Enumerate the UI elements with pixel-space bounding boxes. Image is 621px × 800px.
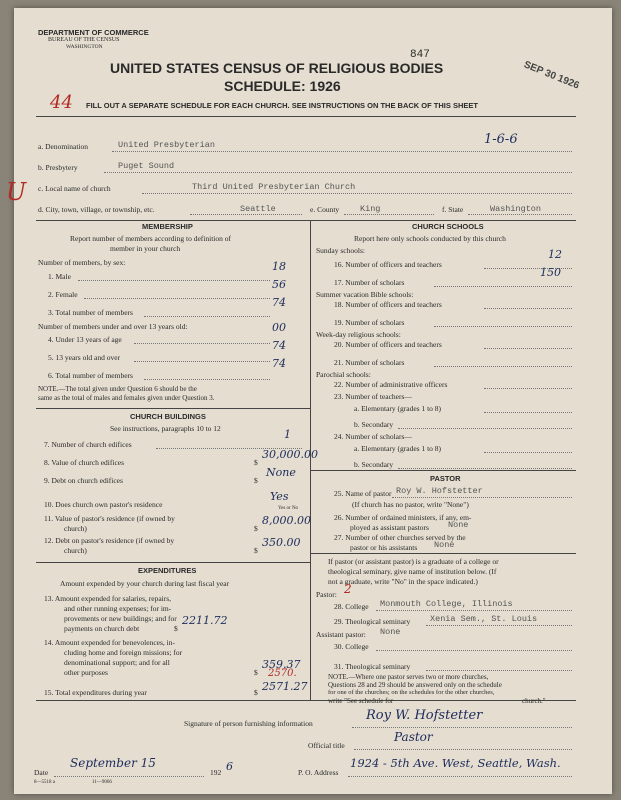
q2-female-value: 56 bbox=[272, 278, 286, 291]
yes-no-hint: Yes or No bbox=[278, 506, 299, 511]
q28-value: Monmouth College, Illinois bbox=[380, 599, 513, 609]
q30-label: 30. College bbox=[334, 642, 369, 651]
presbytery-value: Puget Sound bbox=[118, 161, 175, 171]
date-value: September 15 bbox=[70, 756, 156, 770]
q9-label: 9. Debt on church edifices bbox=[44, 476, 123, 485]
q4-under13-value: 00 bbox=[272, 321, 286, 334]
city-field-value: Seattle bbox=[240, 204, 276, 214]
q25-label: 25. Name of pastor bbox=[334, 489, 392, 498]
church-name-value: Third United Presbyterian Church bbox=[192, 182, 356, 192]
schools-intro: Report here only schools conducted by this church bbox=[354, 234, 506, 243]
q10-value: Yes bbox=[270, 490, 289, 503]
header-rule bbox=[36, 116, 576, 117]
q5-over13-label: 5. 13 years old and over bbox=[48, 353, 121, 362]
q6-total-value: 74 bbox=[272, 357, 286, 370]
q13-dollar: $ bbox=[174, 624, 178, 633]
print-code: 8—5518 a bbox=[34, 780, 55, 785]
q4-under13-label: 4. Under 13 years of age bbox=[48, 335, 122, 344]
date-label: Date bbox=[34, 768, 49, 777]
membership-heading: MEMBERSHIP bbox=[142, 222, 193, 231]
q8-value: 30,000.00 bbox=[262, 448, 318, 461]
q26-label-b: ployed as assistant pastors bbox=[350, 523, 429, 532]
state-label: f. State bbox=[442, 205, 464, 214]
pastor-note-4: write "See schedule for bbox=[328, 697, 394, 705]
red-tally-mark: 44 bbox=[50, 92, 73, 113]
q25-note: (If church has no pastor, write "None") bbox=[352, 500, 469, 509]
presbytery-label: b. Presbytery bbox=[38, 163, 78, 172]
church-name-label: c. Local name of church bbox=[38, 184, 111, 193]
q26-value: None bbox=[448, 520, 469, 530]
q3-total-label: 3. Total number of members bbox=[48, 308, 133, 317]
year-value: 6 bbox=[226, 760, 233, 773]
graduate-note-1: If pastor (or assistant pastor) is a graduate of a college or bbox=[328, 557, 499, 566]
q24a-label: a. Elementary (grades 1 to 8) bbox=[354, 444, 442, 453]
q13-label-a: 13. Amount expended for salaries, repairs, bbox=[44, 594, 172, 603]
graduate-note-2: theological seminary, give name of institution below. (If bbox=[328, 567, 497, 576]
q1-male-value: 18 bbox=[272, 260, 286, 273]
q6-total-label: 6. Total number of members bbox=[48, 371, 133, 380]
q16-label: 16. Number of officers and teachers bbox=[334, 260, 442, 269]
q12-label-b: church) bbox=[64, 546, 87, 555]
city-label: WASHINGTON bbox=[66, 44, 103, 50]
q12-dollar: $ bbox=[254, 546, 258, 555]
pastor-heading: PASTOR bbox=[430, 474, 461, 483]
q18-label: 18. Number of officers and teachers bbox=[334, 300, 442, 309]
pastor-note-2: Questions 28 and 29 should be answered only on the schedule bbox=[328, 681, 502, 689]
q12-label-a: 12. Debt on pastor's residence (if owned by bbox=[44, 536, 175, 545]
assistant-pastor-label: Assistant pastor: bbox=[316, 630, 366, 639]
q20-label: 20. Number of officers and teachers bbox=[334, 340, 442, 349]
q14-label-d: other purposes bbox=[64, 668, 108, 677]
state-value: Washington bbox=[490, 204, 542, 214]
buildings-sub: See instructions, paragraphs 10 to 12 bbox=[110, 424, 221, 433]
denomination-value: United Presbyterian bbox=[118, 140, 215, 150]
year-prefix: 192 bbox=[210, 768, 222, 777]
assistant-pastor-value: None bbox=[380, 627, 401, 637]
q11-label-b: church) bbox=[64, 524, 87, 533]
po-address-label: P. O. Address bbox=[298, 768, 339, 777]
county-value: King bbox=[360, 204, 381, 214]
q3-total-value: 74 bbox=[272, 296, 286, 309]
q11-dollar: $ bbox=[254, 524, 258, 533]
graduate-note-3: not a graduate, write "No" in the space indicated.) bbox=[328, 577, 478, 586]
expenditures-heading: EXPENDITURES bbox=[138, 566, 197, 575]
bureau-label: BUREAU OF THE CENSUS bbox=[48, 37, 120, 43]
q24-label: 24. Number of scholars— bbox=[334, 432, 412, 441]
q23-label: 23. Number of teachers— bbox=[334, 392, 412, 401]
signature-label: Signature of person furnishing information bbox=[184, 719, 313, 728]
q5-over13-value: 74 bbox=[272, 339, 286, 352]
q15-label: 15. Total expenditures during year bbox=[44, 688, 147, 697]
q15-red-correction: 2570. bbox=[268, 668, 297, 679]
q12-value: 350.00 bbox=[262, 536, 301, 549]
q23b-label: b. Secondary bbox=[354, 420, 394, 429]
form-title: UNITED STATES CENSUS OF RELIGIOUS BODIES bbox=[110, 60, 444, 76]
q8-dollar: $ bbox=[254, 458, 258, 467]
q15-value: 2571.27 bbox=[262, 680, 308, 693]
pastor-label: Pastor: bbox=[316, 590, 337, 599]
pastor-red-mark: 2 bbox=[344, 582, 352, 596]
q9-value: None bbox=[266, 466, 296, 479]
pastor-note-5: church." bbox=[522, 697, 546, 705]
q27-label-b: pastor or his assistants bbox=[350, 543, 418, 552]
q14-label-b: cluding home and foreign missions; for bbox=[64, 648, 183, 657]
department-label: DEPARTMENT OF COMMERCE bbox=[38, 28, 149, 37]
q14-dollar: $ bbox=[254, 668, 258, 677]
q19-label: 19. Number of scholars bbox=[334, 318, 405, 327]
po-address-value: 1924 - 5th Ave. West, Seattle, Wash. bbox=[350, 756, 561, 770]
weekday-schools-label: Week-day religious schools: bbox=[316, 330, 401, 339]
q21-label: 21. Number of scholars bbox=[334, 358, 405, 367]
membership-intro-2: member in your church bbox=[110, 244, 181, 253]
q14-label-a: 14. Amount expended for benevolences, in- bbox=[44, 638, 176, 647]
parochial-schools-label: Parochial schools: bbox=[316, 370, 371, 379]
q16-value: 12 bbox=[548, 248, 562, 261]
q8-label: 8. Value of church edifices bbox=[44, 458, 125, 467]
q27-value: None bbox=[434, 540, 455, 550]
membership-note-1: NOTE.—The total given under Question 6 should be the bbox=[38, 385, 197, 393]
instructions-line: FILL OUT A SEPARATE SCHEDULE FOR EACH CHURCH. SEE INSTRUCTIONS ON THE BACK OF THIS SHEET bbox=[86, 101, 478, 110]
official-title-label: Official title bbox=[308, 741, 345, 750]
q28-label: 28. College bbox=[334, 602, 369, 611]
q23a-label: a. Elementary (grades 1 to 8) bbox=[354, 404, 442, 413]
q1-male-label: 1. Male bbox=[48, 272, 71, 281]
official-title-value: Pastor bbox=[394, 730, 433, 744]
q2-female-label: 2. Female bbox=[48, 290, 78, 299]
membership-note-2: same as the total of males and females given under Question 3. bbox=[38, 394, 215, 402]
pastor-note-1: NOTE.—Where one pastor serves two or more churches, bbox=[328, 673, 489, 681]
q13-label-c: provements or new buildings; and for bbox=[64, 614, 177, 623]
q26-label-a: 26. Number of ordained ministers, if any, em- bbox=[334, 513, 472, 522]
q11-value: 8,000.00 bbox=[262, 514, 311, 527]
membership-intro-1: Report number of members according to definition of bbox=[70, 234, 231, 243]
q7-value: 1 bbox=[284, 428, 291, 441]
members-by-age-label: Number of members under and over 13 years old: bbox=[38, 322, 188, 331]
sunday-schools-label: Sunday schools: bbox=[316, 246, 365, 255]
q29-value: Xenia Sem., St. Louis bbox=[430, 614, 538, 624]
handwritten-code: 1-6-6 bbox=[484, 132, 518, 147]
q29-label: 29. Theological seminary bbox=[334, 617, 411, 626]
census-form-sheet bbox=[6, 8, 612, 794]
schools-heading: CHURCH SCHOOLS bbox=[412, 222, 484, 231]
q27-label-a: 27. Number of other churches served by the bbox=[334, 533, 466, 542]
received-date-stamp: SEP 30 1926 bbox=[522, 59, 581, 92]
q11-label-a: 11. Value of pastor's residence (if owned by bbox=[44, 514, 175, 523]
q13-value: 2211.72 bbox=[182, 614, 228, 627]
q31-label: 31. Theological seminary bbox=[334, 662, 411, 671]
q9-dollar: $ bbox=[254, 476, 258, 485]
form-subtitle: SCHEDULE: 1926 bbox=[224, 78, 341, 94]
print-code-2: 11—9066 bbox=[92, 780, 112, 785]
signature-value: Roy W. Hofstetter bbox=[366, 708, 483, 723]
summer-schools-label: Summer vacation Bible schools: bbox=[316, 290, 414, 299]
buildings-heading: CHURCH BUILDINGS bbox=[130, 412, 206, 421]
q14-value: 359.37 bbox=[262, 658, 301, 671]
q10-label: 10. Does church own pastor's residence bbox=[44, 500, 163, 509]
q17-label: 17. Number of scholars bbox=[334, 278, 405, 287]
q22-label: 22. Number of administrative officers bbox=[334, 380, 448, 389]
denomination-label: a. Denomination bbox=[38, 142, 88, 151]
members-by-sex-label: Number of members, by sex: bbox=[38, 258, 126, 267]
form-number: 847 bbox=[410, 49, 430, 61]
q7-label: 7. Number of church edifices bbox=[44, 440, 132, 449]
q14-label-c: denominational support; and for all bbox=[64, 658, 170, 667]
pastor-note-3: for one of the churches; on the schedules for the other churches, bbox=[328, 689, 495, 696]
q25-value: Roy W. Hofstetter bbox=[396, 486, 483, 496]
red-margin-mark: U bbox=[6, 178, 27, 206]
q13-label-b: and other running expenses; for im- bbox=[64, 604, 172, 613]
q13-label-d: payments on church debt bbox=[64, 624, 140, 633]
q15-dollar: $ bbox=[254, 688, 258, 697]
q24b-label: b. Secondary bbox=[354, 460, 394, 469]
city-field-label: d. City, town, village, or township, etc. bbox=[38, 205, 155, 214]
q17-value: 150 bbox=[540, 266, 561, 279]
expenditures-sub: Amount expended by your church during last fiscal year bbox=[60, 579, 230, 588]
county-label: e. County bbox=[310, 205, 340, 214]
